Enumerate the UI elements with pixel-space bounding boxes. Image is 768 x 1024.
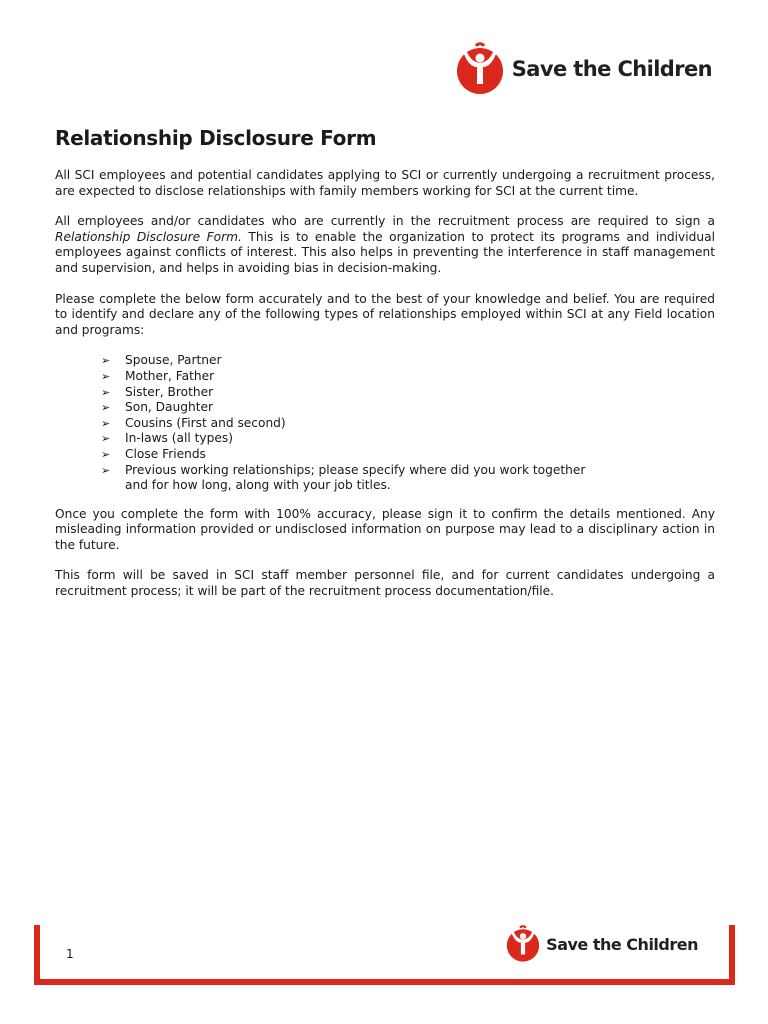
arrow-bullet-icon: ➢ — [101, 463, 111, 477]
list-item: ➢ Cousins (First and second) — [101, 415, 286, 430]
list-item: ➢ Close Friends — [101, 446, 206, 461]
storage-paragraph: This form will be saved in SCI staff member personnel file, and for current candidates undergoing a recruitment process; it will be part of the recruitment process documentation/file. — [55, 568, 715, 599]
arrow-bullet-icon: ➢ — [101, 369, 111, 383]
footer-frame-bottom — [34, 979, 735, 985]
brand-name: Save the Children — [511, 57, 712, 81]
list-item: ➢ Son, Daughter — [101, 400, 213, 415]
document-body — [55, 126, 715, 615]
arrow-bullet-icon: ➢ — [101, 416, 111, 430]
list-item: ➢ Spouse, Partner — [101, 353, 222, 368]
footer-frame-left — [34, 925, 40, 985]
arrow-bullet-icon: ➢ — [101, 354, 111, 368]
requirement-paragraph: All employees and/or candidates who are currently in the recruitment process are required to sign a Relationship Disclosure Form. This is to enable the organization to protect its programs and individual employees against conflicts of interest. This also helps in preventing the interference in staff management and supervision, and helps in avoiding bias in decision-making. — [55, 214, 715, 275]
list-item: ➢ Previous working relationships; please specify where did you work together and for how long, along with your job titles. — [101, 462, 586, 493]
accuracy-paragraph: Once you complete the form with 100% accuracy, please sign it to confirm the details mentioned. Any misleading information provided or undisclosed information on purpose may lead to a disciplinary action in the future. — [55, 506, 715, 552]
intro-paragraph: All SCI employees and potential candidates applying to SCI or currently undergoing a recruitment process, are expected to disclose relationships with family members working for SCI at the current time. — [55, 168, 715, 198]
arrow-bullet-icon: ➢ — [101, 401, 111, 415]
arrow-bullet-icon: ➢ — [101, 385, 111, 399]
header-logo — [455, 42, 712, 96]
page-title: Relationship Disclosure Form — [55, 126, 377, 150]
footer-logo — [505, 925, 698, 963]
list-item: ➢ In-laws (all types) — [101, 431, 233, 446]
footer-brand-name: Save the Children — [546, 934, 698, 954]
arrow-bullet-icon: ➢ — [101, 432, 111, 446]
arrow-bullet-icon: ➢ — [101, 447, 111, 461]
relationship-list — [55, 353, 715, 493]
child-arms-raised-logo-icon — [505, 925, 541, 963]
child-arms-raised-logo-icon — [455, 42, 505, 96]
instructions-paragraph: Please complete the below form accurately and to the best of your knowledge and belief. You are required to identify and declare any of the following types of relationships employed within SCI at any Field location and programs: — [55, 291, 715, 337]
list-item: ➢ Sister, Brother — [101, 384, 214, 399]
page-number: 1 — [66, 947, 74, 961]
list-item: ➢ Mother, Father — [101, 368, 215, 383]
footer-frame-right — [729, 925, 735, 985]
